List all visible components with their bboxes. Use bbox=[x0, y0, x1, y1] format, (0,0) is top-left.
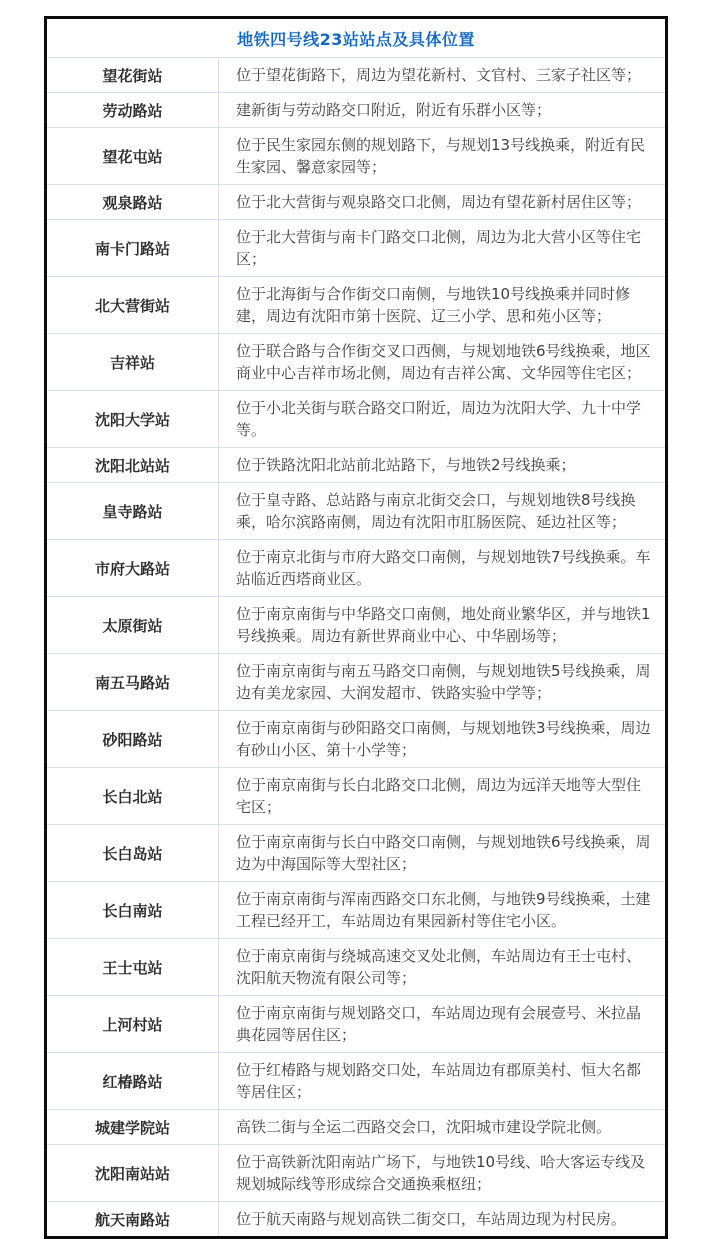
station-location-text: 位于北大营街与南卡门路交口北侧，周边为北大营小区等住宅区； bbox=[236, 228, 642, 268]
station-location-cell bbox=[218, 768, 665, 824]
table-row bbox=[47, 539, 665, 596]
station-location-cell bbox=[218, 1145, 665, 1201]
table-row bbox=[47, 333, 665, 390]
station-location-cell bbox=[218, 483, 665, 539]
table-row bbox=[47, 1052, 665, 1109]
station-name-cell: 沈阳大学站 bbox=[94, 410, 170, 429]
station-name-cell: 沈阳南站站 bbox=[94, 1164, 170, 1183]
table-row bbox=[47, 127, 665, 184]
table-row bbox=[47, 995, 665, 1052]
station-location-text: 位于南京南街与南五马路交口南侧，与规划地铁5号线换乘，周边有美龙家园、大润发超市、铁路实验中学等； bbox=[236, 662, 651, 702]
station-location-cell bbox=[218, 93, 665, 127]
table-row bbox=[47, 1201, 665, 1236]
station-location-text: 位于南京南街与长白中路交口南侧，与规划地铁6号线换乘，周边为中海国际等大型社区； bbox=[236, 833, 651, 873]
station-name-cell: 吉祥站 bbox=[109, 353, 155, 372]
station-location-cell bbox=[218, 1053, 665, 1109]
station-name-cell: 砂阳路站 bbox=[102, 730, 163, 749]
table-row bbox=[47, 824, 665, 881]
station-location-cell bbox=[218, 825, 665, 881]
station-location-text: 位于南京南街与浑南西路交口东北侧，与地铁9号线换乘，土建工程已经开工，车站周边有果园新村等住宅小区。 bbox=[236, 890, 651, 930]
station-name-cell: 望花屯站 bbox=[102, 147, 163, 166]
station-location-text: 位于航天南路与规划高铁二街交口，车站周边现为村民房。 bbox=[236, 1210, 627, 1228]
table-row bbox=[47, 390, 665, 447]
station-location-cell bbox=[218, 220, 665, 276]
station-location-cell bbox=[218, 1202, 665, 1236]
table-row bbox=[47, 767, 665, 824]
table-row bbox=[47, 1109, 665, 1144]
station-location-cell bbox=[218, 882, 665, 938]
station-location-cell bbox=[218, 597, 665, 653]
station-table-body bbox=[47, 57, 665, 1236]
table-row bbox=[47, 276, 665, 333]
station-location-text: 位于北海街与合作街交口南侧，与地铁10号线换乘并同时修建，周边有沈阳市第十医院、辽三小学、思和苑小区等； bbox=[236, 285, 631, 325]
station-name-cell: 城建学院站 bbox=[94, 1118, 170, 1137]
station-location-text: 位于北大营街与观泉路交口北侧，周边有望花新村居住区等； bbox=[236, 193, 642, 211]
station-name-cell: 北大营街站 bbox=[94, 296, 170, 315]
table-row bbox=[47, 710, 665, 767]
station-location-text: 位于南京南街与砂阳路交口南侧，与规划地铁3号线换乘，周边有砂山小区、第十小学等； bbox=[236, 719, 651, 759]
station-name-cell: 长白北站 bbox=[102, 787, 163, 806]
table-title: 地铁四号线23站站点及具体位置 bbox=[237, 30, 475, 49]
table-row bbox=[47, 219, 665, 276]
station-name-cell: 长白南站 bbox=[102, 901, 163, 920]
station-location-cell bbox=[218, 448, 665, 482]
station-location-cell bbox=[218, 1110, 665, 1144]
table-row bbox=[47, 92, 665, 127]
table-row bbox=[47, 184, 665, 219]
station-name-cell: 皇寺路站 bbox=[102, 502, 163, 521]
station-name-cell: 王士屯站 bbox=[102, 958, 163, 977]
station-location-text: 位于红椿路与规划路交口处，车站周边有郡原美村、恒大名都等居住区； bbox=[236, 1061, 642, 1101]
station-name-cell: 南五马路站 bbox=[94, 673, 170, 692]
station-name-cell: 航天南路站 bbox=[94, 1210, 170, 1229]
station-location-cell bbox=[218, 939, 665, 995]
station-location-text: 位于铁路沈阳北站前北站路下，与地铁2号线换乘； bbox=[236, 456, 576, 474]
station-location-text: 位于南京北街与市府大路交口南侧，与规划地铁7号线换乘。车站临近西塔商业区。 bbox=[236, 548, 651, 588]
table-row bbox=[47, 596, 665, 653]
station-location-cell bbox=[218, 540, 665, 596]
station-name-cell: 劳动路站 bbox=[102, 101, 163, 120]
metro-line4-station-table bbox=[44, 16, 668, 1239]
station-location-text: 建新街与劳动路交口附近，附近有乐群小区等； bbox=[236, 101, 552, 119]
table-row bbox=[47, 447, 665, 482]
station-location-cell bbox=[218, 391, 665, 447]
station-location-text: 位于小北关街与联合路交口附近，周边为沈阳大学、九十中学等。 bbox=[236, 399, 642, 439]
station-name-cell: 望花街站 bbox=[102, 66, 163, 85]
station-name-cell: 南卡门路站 bbox=[94, 239, 170, 258]
station-location-cell bbox=[218, 58, 665, 92]
station-location-cell bbox=[218, 996, 665, 1052]
station-location-text: 位于南京南街与规划路交口，车站周边现有会展壹号、米拉晶典花园等居住区； bbox=[236, 1004, 642, 1044]
station-name-cell: 市府大路站 bbox=[94, 559, 170, 578]
table-row bbox=[47, 1144, 665, 1201]
table-row bbox=[47, 57, 665, 92]
station-name-cell: 太原街站 bbox=[102, 616, 163, 635]
station-location-text: 位于联合路与合作街交叉口西侧，与规划地铁6号线换乘，地区商业中心吉祥市场北侧，周边有吉祥公寓、文华园等住宅区； bbox=[236, 342, 651, 382]
station-location-text: 位于南京南街与中华路交口南侧，地处商业繁华区，并与地铁1号线换乘。周边有新世界商业中心、中华剧场等； bbox=[236, 605, 651, 645]
station-location-cell bbox=[218, 185, 665, 219]
table-row bbox=[47, 881, 665, 938]
station-name-cell: 沈阳北站站 bbox=[94, 456, 170, 475]
station-location-cell bbox=[218, 128, 665, 184]
station-name-cell: 长白岛站 bbox=[102, 844, 163, 863]
station-location-text: 位于南京南街与绕城高速交叉处北侧，车站周边有王士屯村、沈阳航天物流有限公司等； bbox=[236, 947, 642, 987]
station-name-cell: 观泉路站 bbox=[102, 193, 163, 212]
station-location-text: 位于南京南街与长白北路交口北侧，周边为远洋天地等大型住宅区； bbox=[236, 776, 642, 816]
station-name-cell: 红椿路站 bbox=[102, 1072, 163, 1091]
station-location-cell bbox=[218, 654, 665, 710]
station-location-cell bbox=[218, 334, 665, 390]
station-location-cell bbox=[218, 277, 665, 333]
table-row bbox=[47, 938, 665, 995]
station-name-cell: 上河村站 bbox=[102, 1015, 163, 1034]
station-location-text: 位于高铁新沈阳南站广场下，与地铁10号线、哈大客运专线及规划城际线等形成综合交通换乘枢纽； bbox=[236, 1153, 646, 1193]
station-location-text: 位于皇寺路、总站路与南京北街交会口，与规划地铁8号线换乘，哈尔滨路南侧，周边有沈阳市肛肠医院、延边社区等； bbox=[236, 491, 636, 531]
table-row bbox=[47, 653, 665, 710]
table-row bbox=[47, 482, 665, 539]
station-location-text: 高铁二街与全运二西路交会口，沈阳城市建设学院北侧。 bbox=[236, 1118, 612, 1136]
station-location-cell bbox=[218, 711, 665, 767]
station-location-text: 位于望花街路下，周边为望花新村、文官村、三家子社区等； bbox=[236, 66, 642, 84]
station-location-text: 位于民生家园东侧的规划路下，与规划13号线换乘，附近有民生家园、馨意家园等； bbox=[236, 136, 646, 176]
